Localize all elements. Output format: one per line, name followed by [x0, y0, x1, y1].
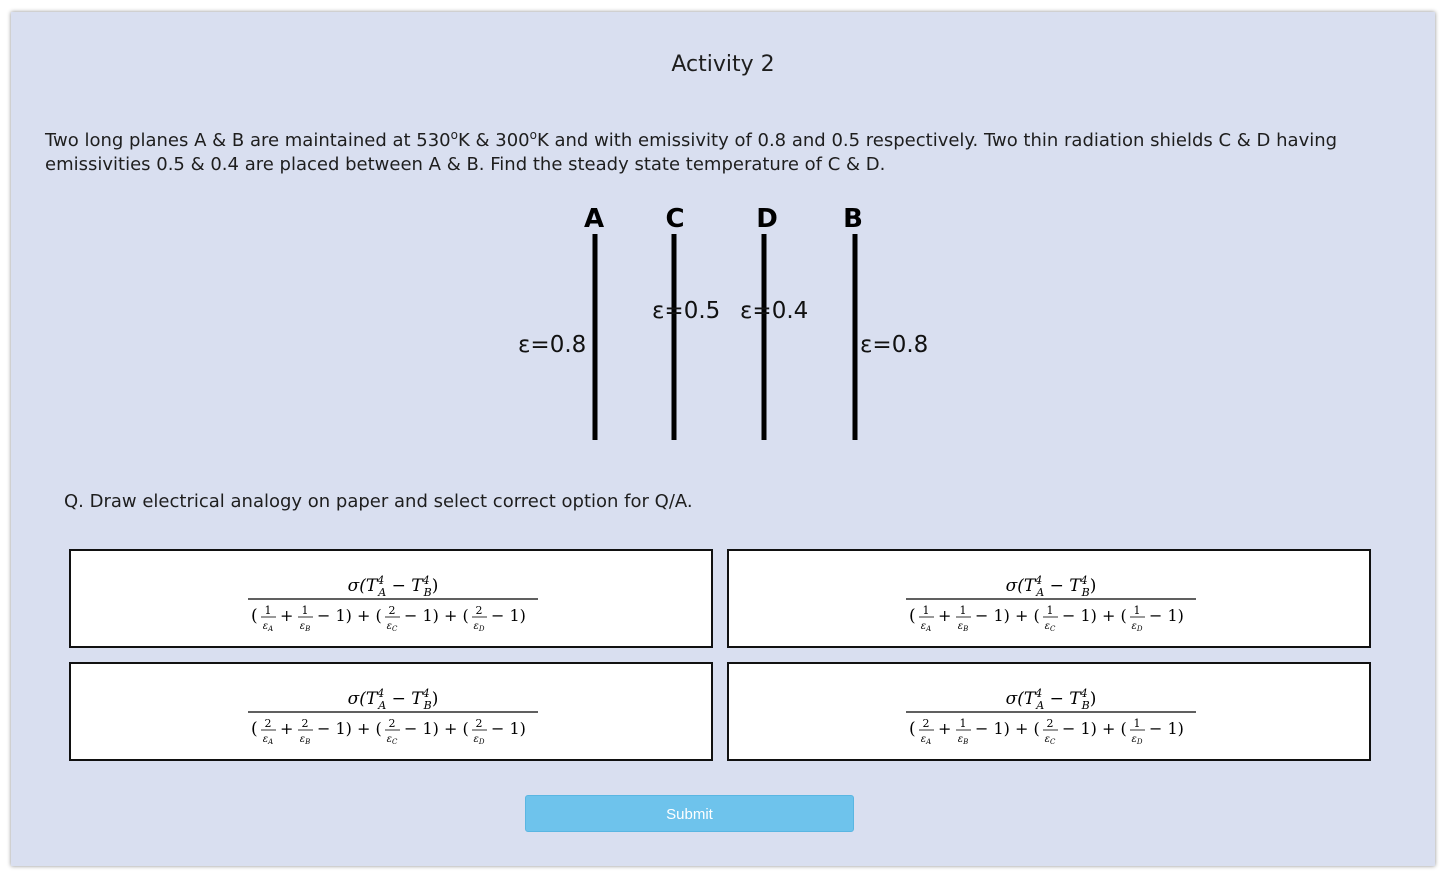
svg-text:1: 1	[1133, 604, 1141, 617]
option-formula	[729, 551, 1369, 646]
svg-text:εA: $\varepsilon_A$	[262, 621, 274, 633]
svg-text:+: +	[280, 719, 294, 738]
option-c[interactable]	[69, 662, 713, 761]
svg-text:εB: $\varepsilon_B$	[299, 734, 311, 746]
svg-text:− 1) + (: − 1) + (	[975, 606, 1040, 625]
svg-text:εD: $\varepsilon_D$	[1131, 734, 1143, 746]
svg-text:+: +	[280, 606, 294, 625]
svg-text:+: +	[938, 719, 952, 738]
svg-text:1: 1	[1046, 604, 1054, 617]
svg-text:(: (	[251, 606, 258, 626]
emissivity-label-c: ε=0.5	[652, 298, 721, 324]
radiation-shield-diagram	[11, 12, 1435, 472]
formula-numerator: $\sigma(T^4$ $A - T^4$ B)	[347, 574, 439, 599]
formula-denominator	[251, 717, 526, 746]
svg-text:− 1) + (: − 1) + (	[404, 719, 469, 738]
svg-text:2: 2	[475, 604, 483, 617]
svg-text:(: (	[909, 719, 916, 739]
svg-text:2: 2	[388, 604, 396, 617]
option-b[interactable]	[727, 549, 1371, 648]
svg-text:2: 2	[1046, 717, 1054, 730]
svg-text:εA: $\varepsilon_A$	[920, 734, 932, 746]
degree-sup-2: o	[529, 128, 537, 142]
svg-text:2: 2	[301, 717, 309, 730]
svg-text:1: 1	[959, 604, 967, 617]
plate-label-d: D	[756, 204, 778, 234]
option-formula	[71, 551, 711, 646]
option-formula	[729, 664, 1369, 759]
option-d[interactable]	[727, 662, 1371, 761]
svg-text:1: 1	[264, 604, 272, 617]
formula-numerator: $\sigma(T^4$ $A - T^4$ B)	[347, 687, 439, 712]
activity-title: Activity 2	[671, 52, 775, 77]
emissivity-label-d: ε=0.4	[740, 298, 809, 324]
svg-text:2: 2	[264, 717, 272, 730]
svg-text:2: 2	[922, 717, 930, 730]
formula-numerator: $\sigma(T^4$ $A - T^4$ B)	[1005, 687, 1097, 712]
svg-text:1: 1	[1133, 717, 1141, 730]
svg-text:εD: $\varepsilon_D$	[473, 621, 485, 633]
svg-text:εD: $\varepsilon_D$	[473, 734, 485, 746]
svg-text:εA: $\varepsilon_A$	[920, 621, 932, 633]
problem-text-3: K and with emissivity of 0.8 and 0.5 respectively. Two thin radiation shields C & D having emissivities 0.5 & 0.4 are placed between A & B. Find the steady state temperature of C & D.	[45, 130, 1338, 175]
svg-text:εA: $\varepsilon_A$	[262, 734, 274, 746]
svg-text:(: (	[909, 606, 916, 626]
formula-denominator	[909, 717, 1184, 746]
svg-text:− 1) + (: − 1) + (	[317, 719, 382, 738]
svg-text:2: 2	[388, 717, 396, 730]
problem-text-2: K & 300	[457, 130, 530, 151]
svg-text:εC: $\varepsilon_C$	[386, 621, 398, 633]
svg-text:(: (	[251, 719, 258, 739]
emissivity-label-a: ε=0.8	[518, 332, 587, 358]
option-formula	[71, 664, 711, 759]
activity-panel	[11, 12, 1435, 866]
submit-button[interactable]: Submit	[525, 795, 854, 832]
svg-text:εB: $\varepsilon_B$	[957, 734, 969, 746]
plate-label-b: B	[843, 204, 863, 234]
option-a[interactable]	[69, 549, 713, 648]
formula-denominator	[909, 604, 1184, 633]
svg-text:εB: $\varepsilon_B$	[299, 621, 311, 633]
svg-text:− 1) + (: − 1) + (	[1062, 606, 1127, 625]
svg-text:εC: $\varepsilon_C$	[1044, 734, 1056, 746]
svg-text:εC: $\varepsilon_C$	[386, 734, 398, 746]
svg-text:− 1) + (: − 1) + (	[1062, 719, 1127, 738]
svg-text:1: 1	[922, 604, 930, 617]
svg-text:− 1): − 1)	[1149, 719, 1184, 738]
problem-text-1: Two long planes A & B are maintained at 530	[45, 130, 451, 151]
svg-text:− 1): − 1)	[1149, 606, 1184, 625]
formula-numerator: $\sigma(T^4$ $A - T^4$ B)	[1005, 574, 1097, 599]
svg-text:− 1) + (: − 1) + (	[404, 606, 469, 625]
svg-text:− 1) + (: − 1) + (	[975, 719, 1040, 738]
svg-text:− 1): − 1)	[491, 606, 526, 625]
svg-text:− 1): − 1)	[491, 719, 526, 738]
emissivity-label-b: ε=0.8	[860, 332, 929, 358]
plate-label-a: A	[583, 204, 605, 234]
question-text: Q. Draw electrical analogy on paper and select correct option for Q/A.	[64, 491, 693, 512]
svg-text:2: 2	[475, 717, 483, 730]
svg-text:εC: $\varepsilon_C$	[1044, 621, 1056, 633]
svg-text:+: +	[938, 606, 952, 625]
svg-text:− 1) + (: − 1) + (	[317, 606, 382, 625]
svg-text:εB: $\varepsilon_B$	[957, 621, 969, 633]
svg-text:1: 1	[301, 604, 309, 617]
plate-label-c: C	[665, 204, 685, 234]
formula-denominator	[251, 604, 526, 633]
degree-sup-1: o	[450, 128, 458, 142]
svg-text:1: 1	[959, 717, 967, 730]
svg-text:εD: $\varepsilon_D$	[1131, 621, 1143, 633]
